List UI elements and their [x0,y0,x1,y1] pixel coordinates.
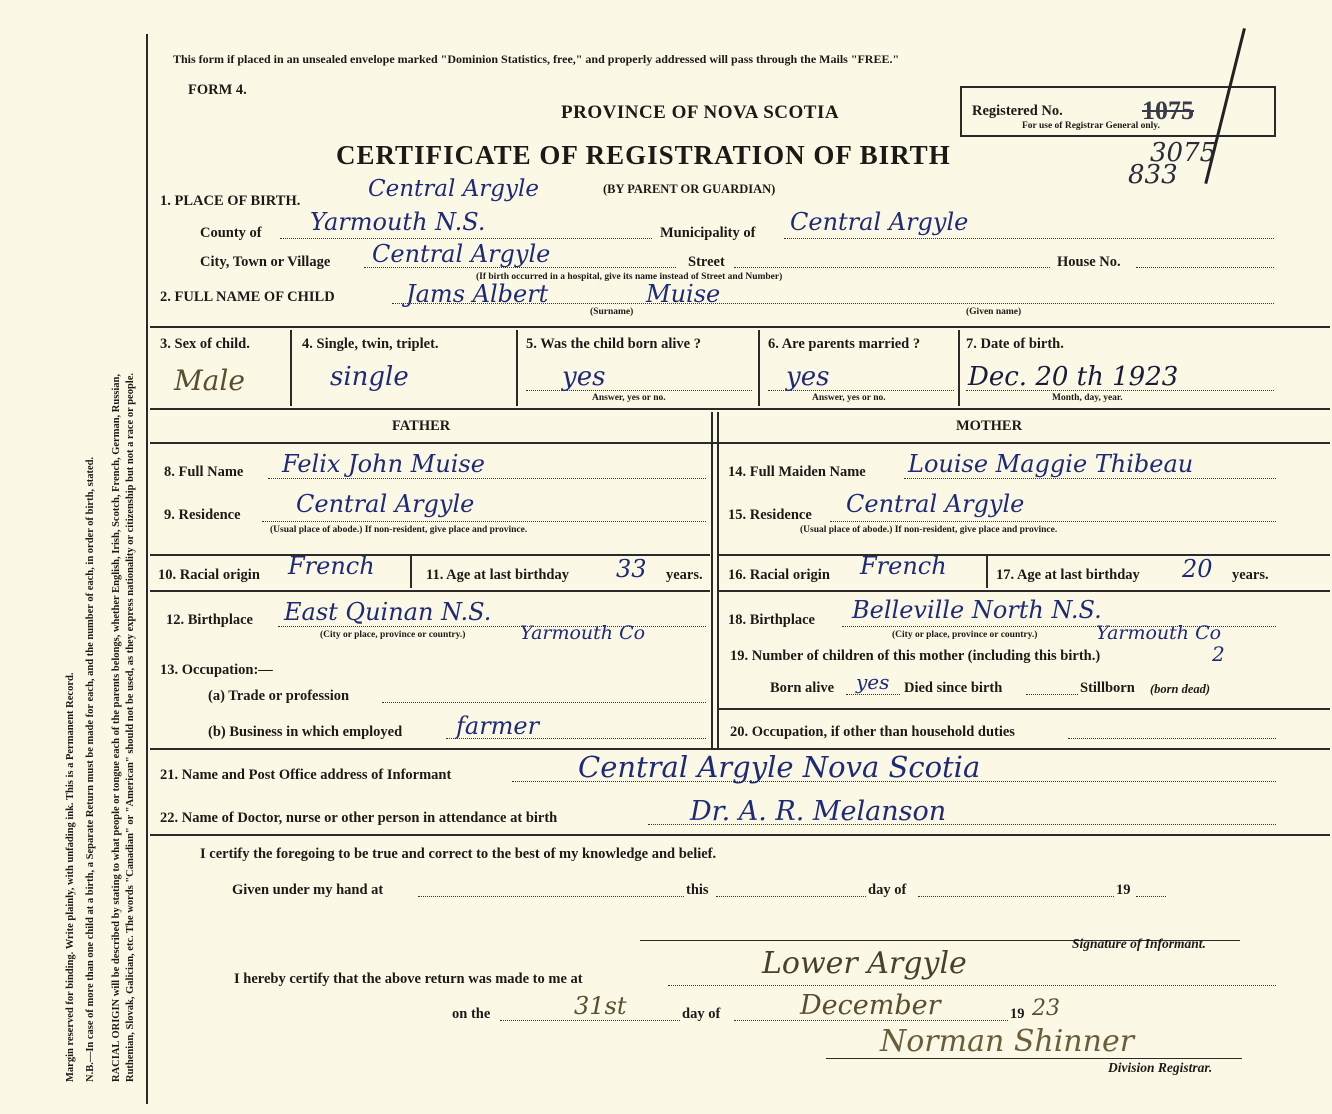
alive-label: 5. Was the child born alive ? [526,336,701,352]
mother-race-value: French [860,552,947,580]
mother-years: years. [1232,567,1269,583]
born-alive-line [846,694,900,695]
registrar-use-note: For use of Registrar General only. [1022,121,1160,131]
mail-notice: This form if placed in an unsealed envelope marked "Dominion Statistics, free," and properly addressed will pass through the Mails "FREE." [173,52,900,66]
married-value: yes [786,362,830,392]
margin-note-racial-origin-2: Ruthenian, Slovak, Galician, etc. The words "Canadian" or "American" should not be used, as they express nationality or citizenship but not a race or people. [125,373,136,1082]
mother-residence-line [830,521,1276,522]
margin-note-binding: Margin reserved for binding. Write plainly, with unfading ink. This is a Permanent Record. [65,672,76,1082]
married-label: 6. Are parents married ? [768,336,921,352]
rule-5 [150,590,710,592]
child-col-4 [958,330,960,406]
margin-note-racial-origin: RACIAL ORIGIN will be described by stating to what people or tongue each of the parents belongs, whether English, Irish, Scotch, French, German, Russian, [111,373,122,1082]
father-birthplace-value: East Quinan N.S. [284,598,492,626]
registered-number: 1075 [1142,96,1194,125]
father-residence-value: Central Argyle [296,490,475,518]
father-city-note: (City or place, province or country.) [320,630,466,640]
married-note: Answer, yes or no. [812,393,886,403]
rule-5b [718,590,1330,592]
street-line [734,267,1050,268]
father-residence-label: 9. Residence [164,507,241,523]
died-label: Died since birth [904,680,1003,696]
father-residence-line [262,521,706,522]
plurality-value: single [330,362,409,392]
mother-residence-label: 15. Residence [728,507,812,523]
mother-age-value: 20 [1182,555,1213,583]
dob-line [966,390,1274,391]
mother-occupation-line [1068,738,1276,739]
dob-label: 7. Date of birth. [966,336,1064,352]
born-alive-value: yes [856,670,890,694]
alive-note: Answer, yes or no. [592,393,666,403]
parents-divider-b [717,412,719,748]
house-line [1136,267,1274,268]
dayof-line [918,896,1114,897]
mother-name-value: Louise Maggie Thibeau [908,450,1194,478]
father-abode-note: (Usual place of abode.) If non-resident, give place and province. [270,525,528,535]
child-col-2 [516,330,518,406]
mother-occupation-label: 20. Occupation, if other than household duties [730,724,1015,740]
registrar-line [826,1058,1242,1059]
county-label: County of [200,225,262,241]
month-value: December [800,990,941,1021]
informant-label: 21. Name and Post Office address of Informant [160,767,452,783]
municipality-label: Municipality of [660,225,756,241]
sex-label: 3. Sex of child. [160,336,250,352]
father-race-value: French [288,552,375,580]
day-of-label-2: day of [682,1006,721,1022]
mother-name-label: 14. Full Maiden Name [728,464,866,480]
plurality-label: 4. Single, twin, triplet. [302,336,439,352]
onthe-line [500,1020,680,1021]
hospital-note: (If birth occurred in a hospital, give its name instead of Street and Number) [476,272,783,282]
rule-6 [718,708,1330,710]
alive-line [526,390,752,391]
father-business-label: (b) Business in which employed [208,724,403,740]
margin-number-top: 3075 [1150,138,1217,168]
mother-city-note: (City or place, province or country.) [892,630,1038,640]
mother-age-label: 17. Age at last birthday [996,567,1140,583]
parents-divider [711,412,713,748]
mother-name-line [904,478,1276,479]
child-col-1 [290,330,292,406]
mother-children-value: 2 [1212,642,1225,666]
mother-birthplace-value: Belleville North N.S. [852,596,1102,624]
father-birthplace-county: Yarmouth Co [520,622,646,644]
year-prefix-2: 19 [1010,1006,1025,1022]
father-age-label: 11. Age at last birthday [426,567,569,583]
given-label: Given under my hand at [232,882,384,898]
day-of-label: day of [868,882,907,898]
mother-birthplace-county: Yarmouth Co [1096,622,1222,644]
municipality-line [784,238,1274,239]
return-line [668,985,1276,986]
city-value: Central Argyle [372,240,551,268]
return-place: Lower Argyle [762,946,967,981]
mother-birthplace-label: 18. Birthplace [728,612,815,628]
father-heading: FATHER [392,418,451,434]
form-number: FORM 4. [188,82,247,98]
father-years: years. [666,567,703,583]
father-trade-label: (a) Trade or profession [208,688,350,704]
house-label: House No. [1057,254,1121,270]
registrar-label: Division Registrar. [1108,1060,1213,1075]
rule-2 [150,408,1330,410]
father-name-label: 8. Full Name [164,464,244,480]
mother-heading: MOTHER [956,418,1023,434]
margin-number-bottom: 833 [1128,160,1178,190]
informant-value: Central Argyle Nova Scotia [578,750,981,784]
child-surname: Muise [646,280,721,308]
stillborn-note: (born dead) [1150,682,1211,696]
this-label: this [686,882,709,898]
given-line [418,896,684,897]
father-name-line [268,478,706,479]
died-line [1026,694,1078,695]
sex-value: Male [174,364,245,397]
mother-residence-value: Central Argyle [846,490,1025,518]
mother-race-div [986,556,988,588]
doctor-value: Dr. A. R. Melanson [690,796,947,827]
registrar-signature: Norman Shinner [880,1024,1135,1059]
father-birthplace-label: 12. Birthplace [166,612,253,628]
province-title: PROVINCE OF NOVA SCOTIA [561,102,840,123]
place-of-birth-value: Central Argyle [368,176,539,202]
certify-statement: I certify the foregoing to be true and correct to the best of my knowledge and belief. [200,846,717,862]
father-occupation-label: 13. Occupation:— [160,662,273,678]
alive-value: yes [562,362,606,392]
rule-4b [718,554,1330,556]
stillborn-label: Stillborn [1080,680,1135,696]
year-value: 23 [1032,996,1060,1021]
mother-abode-note: (Usual place of abode.) If non-resident, give place and province. [800,525,1058,535]
county-line [280,238,652,239]
father-name-value: Felix John Muise [282,450,485,478]
dob-value: Dec. 20 th 1923 [968,362,1179,392]
registered-label: Registered No. [972,103,1063,119]
rule-3 [150,442,1330,444]
father-race-div [410,556,412,588]
year-line [1136,896,1166,897]
signature-label: Signature of Informant. [1072,936,1206,951]
married-line [768,390,954,391]
given-name-note: (Given name) [966,307,1022,317]
child-col-3 [758,330,760,406]
on-the-label: on the [452,1006,491,1022]
return-label: I hereby certify that the above return was made to me at [234,971,583,987]
this-line [716,896,866,897]
dob-note: Month, day, year. [1052,393,1123,403]
mother-race-label: 16. Racial origin [728,567,830,583]
place-of-birth-label: 1. PLACE OF BIRTH. [160,193,301,209]
father-age-value: 33 [616,555,647,583]
father-race-label: 10. Racial origin [158,567,260,583]
binding-line [146,34,148,1104]
day-value: 31st [574,992,627,1020]
street-label: Street [688,254,725,270]
doctor-label: 22. Name of Doctor, nurse or other person in attendance at birth [160,810,558,826]
county-value: Yarmouth N.S. [310,208,486,236]
father-business-value: farmer [456,712,540,740]
city-label: City, Town or Village [200,254,331,270]
by-parent-note: (BY PARENT OR GUARDIAN) [603,182,776,196]
surname-note: (Surname) [590,307,634,317]
certificate-title: CERTIFICATE OF REGISTRATION OF BIRTH [336,140,951,170]
rule-1 [150,326,1330,328]
child-name-label: 2. FULL NAME OF CHILD [160,289,335,305]
margin-note-multiple-births: N.B.—In case of more than one child at a birth, a Separate Return must be made for each, and the number of each, in order of birth, stated. [85,456,96,1082]
municipality-value: Central Argyle [790,208,969,236]
mother-children-label: 19. Number of children of this mother (including this birth.) [730,648,1101,664]
father-trade-line [382,702,706,703]
year-prefix: 19 [1116,882,1131,898]
child-given-name: Jams Albert [406,280,549,308]
rule-8 [150,834,1330,836]
born-alive-label: Born alive [770,680,835,696]
